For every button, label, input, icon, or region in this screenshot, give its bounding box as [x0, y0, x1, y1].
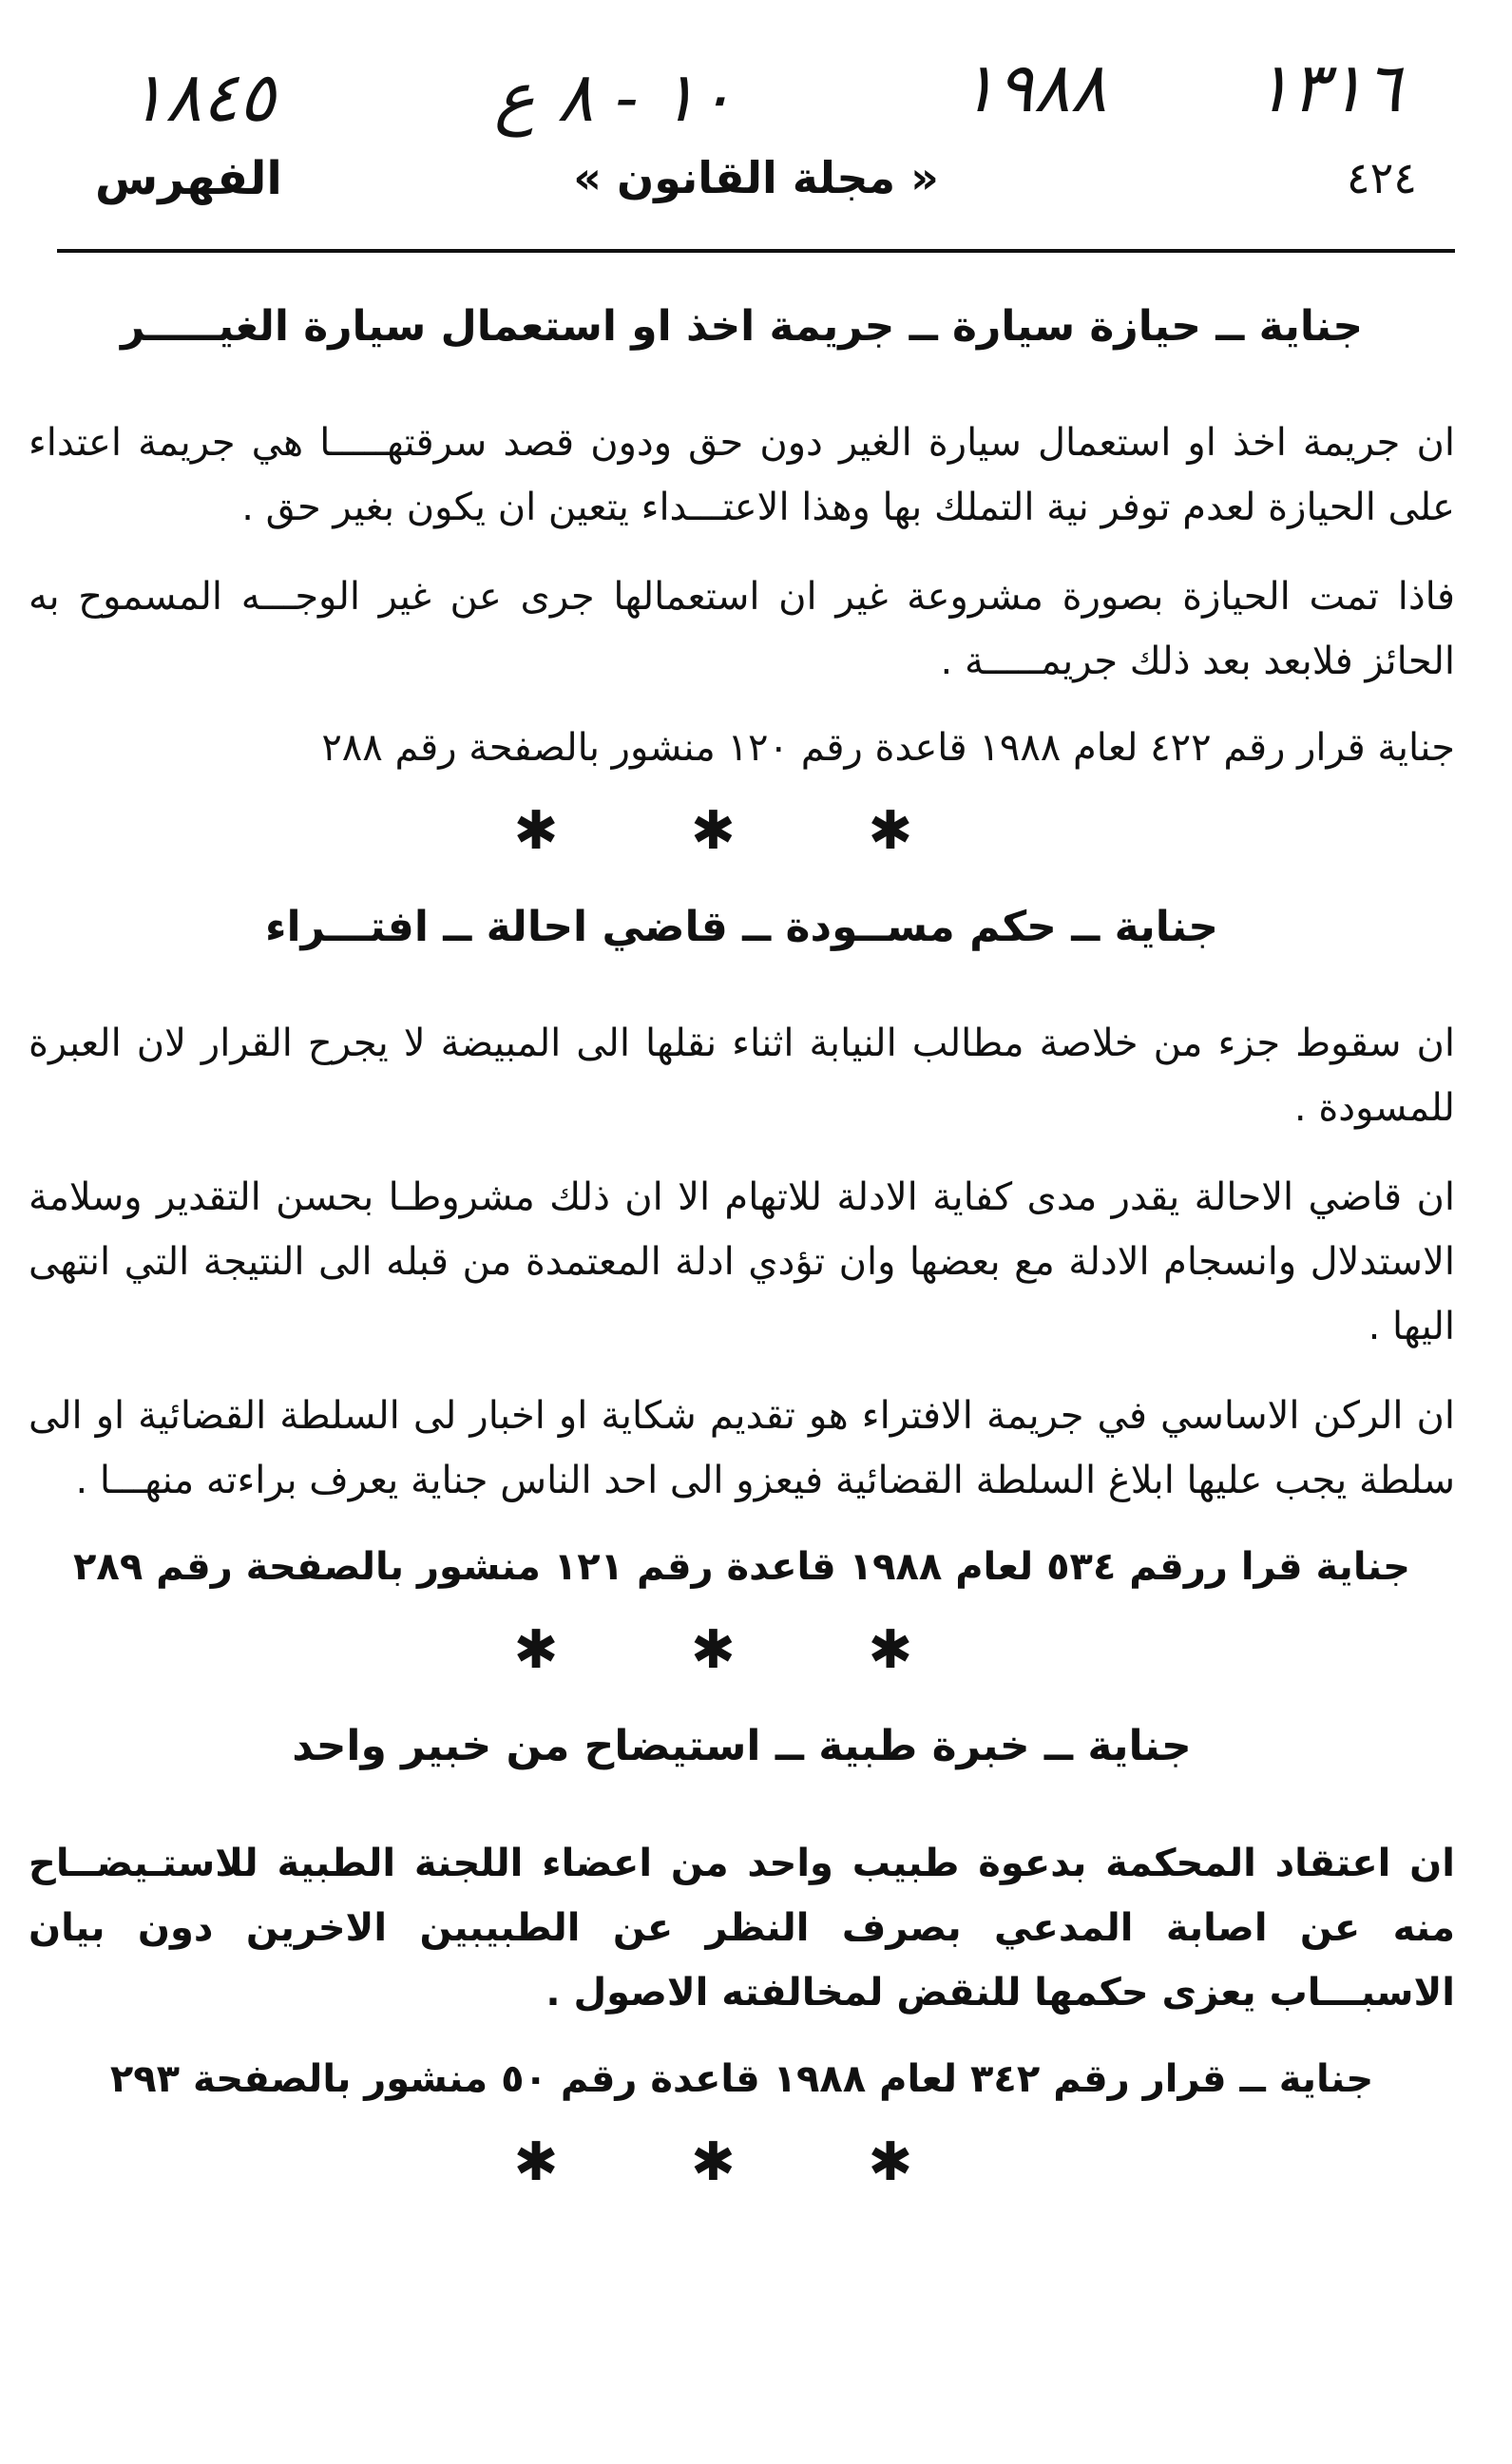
index-label: الفهرس: [95, 152, 282, 205]
handwritten-number-left: ١٨٤٥: [128, 57, 276, 137]
page-number: ٤٢٤: [1346, 152, 1417, 203]
section-title: جناية ــ حكم مســودة ــ قاضي احالة ــ افتـــراء: [264, 903, 1219, 952]
section-paragraph: ان اعتقاد المحكمة بدعوة طبيب واحد من اعضاء اللجنة الطبية للاستـيضــاح منه عن اصابة المدعي بصرف النظر عن الطبيبين الاخرين دون بيان الاسبـــاب يعزى حكمها للنقض لمخالفته الاصول .: [29, 1841, 1455, 2015]
section-title: جناية ــ خبرة طبية ــ استيضاح من خبير واحد: [292, 1722, 1192, 1771]
section-separator: ✱ ✱ ✱: [513, 2130, 970, 2193]
section-separator: ✱ ✱ ✱: [513, 800, 970, 863]
section-separator: ✱ ✱ ✱: [513, 1619, 970, 1682]
section-paragraph: فاذا تمت الحيازة بصورة مشروعة غير ان استعمالها جرى عن غير الوجـــه المسموح به الحائز فلابعد بعد ذلك جريمـــــة .: [29, 575, 1455, 684]
handwritten-number-right: ١٣١٦: [1254, 48, 1402, 127]
main-content: [29, 299, 1455, 2231]
section-title: جناية ــ حيازة سيارة ــ جريمة اخذ او استعمال سيارة الغيـــــر: [120, 302, 1364, 351]
section-reference: جناية قرا ررقم ٥٣٤ لعام ١٩٨٨ قاعدة رقم ١٢١ منشور بالصفحة رقم ٢٨٩: [72, 1545, 1410, 1590]
section-paragraph: ان سقوط جزء من خلاصة مطالب النيابة اثناء نقلها الى المبيضة لا يجرح القرار لان العبرة للمسودة .: [29, 1022, 1455, 1131]
handwritten-date: ١٠ - ٨ ع: [494, 57, 734, 137]
page-header: [57, 152, 1455, 228]
section-paragraph: ان الركن الاساسي في جريمة الافتراء هو تقديم شكاية او اخبار لى السلطة القضائية او الى سلطة يجب عليها ابلاغ السلطة القضائية فيعزو الى احد الناس جناية يعرف براءته منهـــا .: [29, 1394, 1455, 1503]
header-rule: [57, 249, 1455, 253]
section-reference: جناية قرار رقم ٤٢٢ لعام ١٩٨٨ قاعدة رقم ١٢٠ منشور بالصفحة رقم ٢٨٨: [321, 726, 1455, 771]
handwritten-year: ١٩٨٨: [960, 48, 1107, 127]
section-paragraph: ان قاضي الاحالة يقدر مدى كفاية الادلة للاتهام الا ان ذلك مشروطـا بحسن التقدير وسلامة الاستدلال وانسجام الادلة مع بعضها وان تؤدي ادلة المعتمدة من قبله الى النتيجة التي انتهى اليها .: [29, 1175, 1455, 1349]
section-paragraph: ان جريمة اخذ او استعمال سيارة الغير دون حق ودون قصد سرقتهـــــا هي جريمة اعتداء على الحيازة لعدم توفر نية التملك بها وهذا الاعتـــداء يتعين ان يكون بغير حق .: [29, 421, 1455, 530]
journal-title: « مجلة القانون »: [573, 152, 939, 203]
section-reference: جناية ــ قرار رقم ٣٤٢ لعام ١٩٨٨ قاعدة رقم ٥٠ منشور بالصفحة ٢٩٣: [109, 2056, 1374, 2101]
